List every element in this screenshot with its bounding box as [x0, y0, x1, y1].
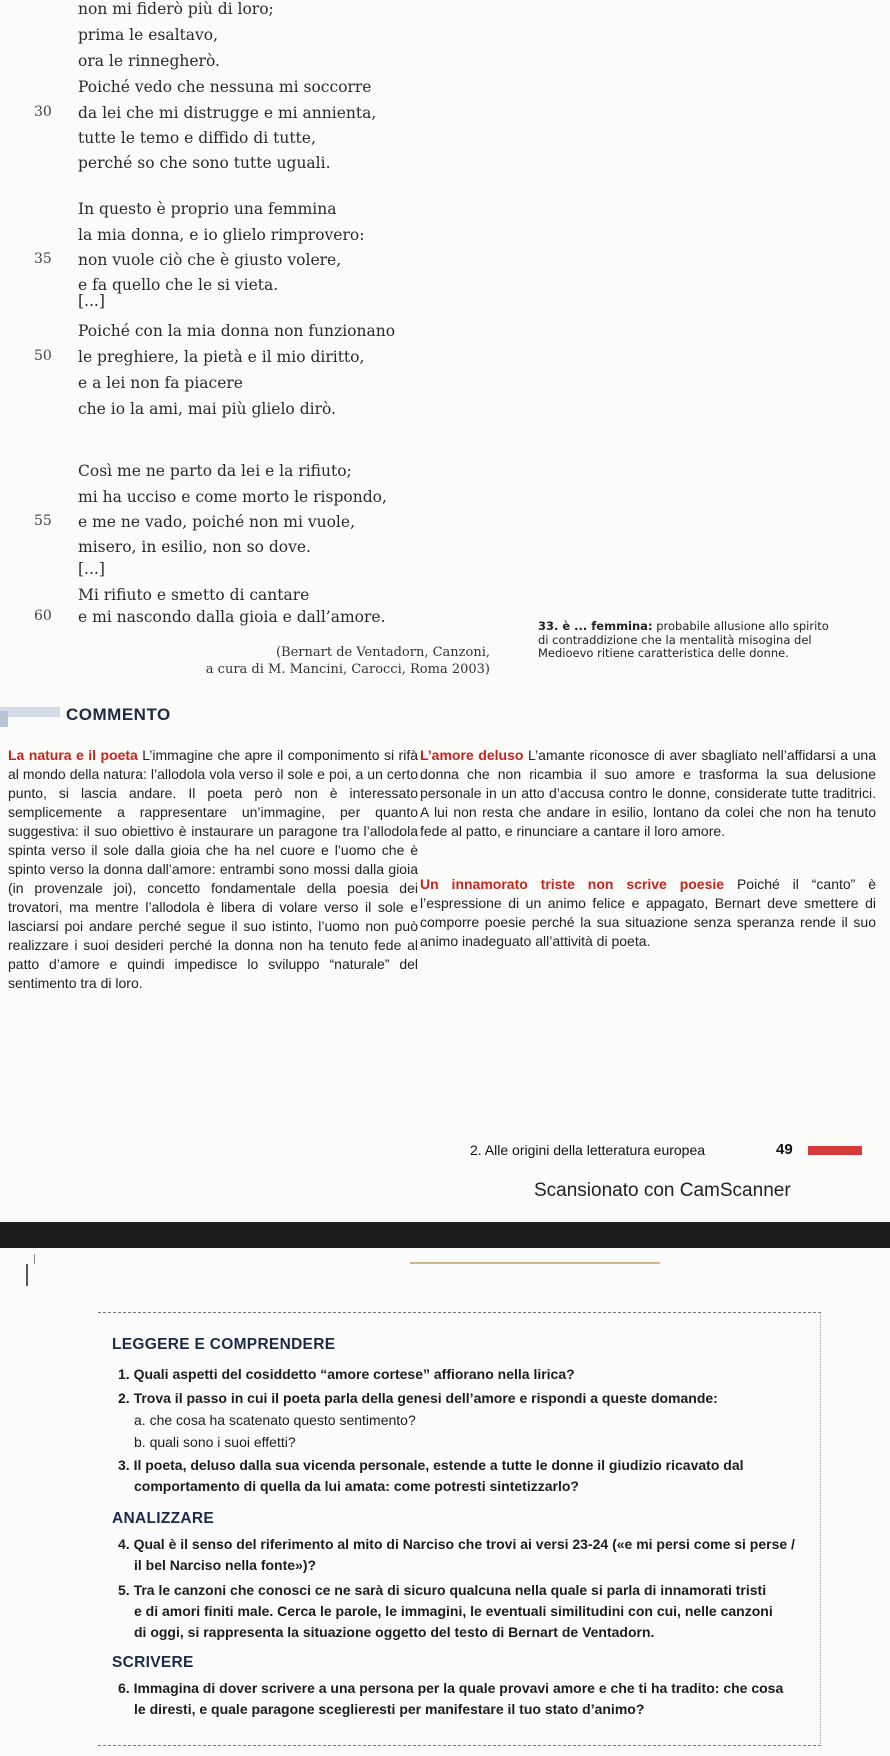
- question-cont: e di amori finiti male. Cerca le parole, le immagini, le eventuali similitudini con cui, nelle canzoni: [134, 1603, 773, 1619]
- verse-number: 30: [34, 104, 52, 120]
- commento-right-column: [420, 746, 876, 951]
- poem-line: Così me ne parto da lei e la rifiuto;: [78, 462, 352, 480]
- question: 3. Il poeta, deluso dalla sua vicenda personale, estende a tutte le donne il giudizio ricavato dal: [118, 1457, 744, 1473]
- poem-line: le preghiere, la pietà e il mio diritto,: [78, 348, 365, 366]
- sub-question: a. che cosa ha scatenato questo sentimento?: [134, 1412, 416, 1428]
- poem-line: e mi nascondo dalla gioia e dall’amore.: [78, 608, 386, 626]
- poem-line: non vuole ciò che è giusto volere,: [78, 251, 342, 269]
- poem-ellipsis: [...]: [78, 292, 105, 310]
- commento-heading: L’amore deluso: [420, 747, 524, 763]
- commento-left-column: [8, 746, 418, 993]
- citation-line: (Bernart de Ventadorn, Canzoni,: [275, 645, 490, 660]
- question: 6. Immagina di dover scrivere a una persona per la quale provavi amore e che ti ha tradito: che cosa: [118, 1680, 784, 1696]
- poem-line: In questo è proprio una femmina: [78, 200, 337, 218]
- question: 4. Qual è il senso del riferimento al mito di Narciso che trovi ai versi 23-24 («e mi persi come si perse /: [118, 1536, 795, 1552]
- commento-title: COMMENTO: [66, 705, 171, 724]
- verse-number: 55: [34, 513, 52, 529]
- section-title: SCRIVERE: [112, 1654, 194, 1671]
- commento-heading: La natura e il poeta: [8, 747, 138, 763]
- page-edge-mark: [34, 1254, 35, 1264]
- commento-decor-tab: [0, 711, 8, 727]
- commento-text: Poiché il “canto” è l’espressione di un animo felice e appagato, Bernart deve smettere di comporre poesie perché la sua situazione senza speranza rende il suo animo inadeguato all’attività di poeta.: [420, 876, 877, 949]
- poem-line: Poiché vedo che nessuna mi soccorre: [78, 78, 372, 96]
- top-rule: [410, 1262, 660, 1264]
- verse-number: 35: [34, 251, 52, 267]
- question: 5. Tra le canzoni che conosci ce ne sarà di sicuro qualcuna nella quale si parla di innamorati tristi: [118, 1582, 767, 1598]
- page-edge-mark: [26, 1264, 28, 1286]
- footnote-ref: 33. è ... femmina:: [538, 619, 653, 633]
- commento-decor-bar: [0, 707, 60, 717]
- scanner-watermark: Scansionato con CamScanner: [534, 1180, 791, 1201]
- poem-line: ora le rinnegherò.: [78, 52, 220, 70]
- sub-question: b. quali sono i suoi effetti?: [134, 1434, 296, 1450]
- poem-line: e a lei non fa piacere: [78, 374, 243, 392]
- poem-line: da lei che mi distrugge e mi annienta,: [78, 104, 377, 122]
- question-cont: di oggi, si rappresenta la situazione oggetto del testo di Bernart de Ventadorn.: [134, 1624, 655, 1640]
- exercise-page: [0, 1248, 890, 1756]
- citation-line: a cura di M. Mancini, Carocci, Roma 2003): [205, 662, 490, 677]
- question-cont: comportamento di quella da lui amata: come potresti sintetizzarlo?: [134, 1478, 579, 1494]
- poem-citation: [30, 644, 490, 678]
- poem-line: la mia donna, e io glielo rimprovero:: [78, 226, 365, 244]
- chapter-footer: 2. Alle origini della letteratura europea: [470, 1142, 706, 1158]
- poem-line: Mi rifiuto e smetto di cantare: [78, 586, 310, 604]
- verse-number: 50: [34, 348, 52, 364]
- poem-line: perché so che sono tutte uguali.: [78, 154, 331, 172]
- poem-line: tutte le temo e diffido di tutte,: [78, 129, 316, 147]
- question-cont: il bel Narciso nella fonte»)?: [134, 1557, 317, 1573]
- commento-text: L’immagine che apre il componimento si rifà al mondo della natura: l’allodola vola verso il sole e poi, a un certo punto, si lascia andare. Il poeta però non è interessato semplicemente a rappresentare un’immagine, per quanto suggestiva: il suo obiettivo è instaurare un paragone tra l’allodola spinta verso il sole dalla gioia che ha nel cuore e l’uomo che è spinto verso la donna dall’amore: entrambi sono mossi dalla gioia (in provenzale joi), concetto fondamentale della poesia dei trovatori, ma mentre l’allodola è libera di volare verso il sole e lasciarsi poi andare perché segue il suo istinto, l’uomo non può realizzare i suoi desideri perché la donna non ha tenuto fede al patto d’amore e quindi impedisce lo sviluppo “naturale” del sentimento tra di loro.: [8, 747, 418, 991]
- poem-ellipsis: [...]: [78, 560, 105, 578]
- section-title: LEGGERE E COMPRENDERE: [112, 1336, 336, 1353]
- commento-text: L’amante riconosce di aver sbagliato nell’affidarsi a una donna che non ricambia il suo amore e trasforma la sua delusione personale in un atto d’accusa contro le donne, considerate tutte traditrici. A lui non resta che andare in esilio, lontano da colei che non ha tenuto fede al patto, e rinunciare a cantare il loro amore.: [420, 747, 877, 839]
- screenshot-divider: [0, 1222, 890, 1248]
- poem-line: che io la ami, mai più glielo dirò.: [78, 400, 336, 418]
- footnote-33: [538, 620, 838, 661]
- poem-line: non mi fiderò più di loro;: [78, 0, 274, 18]
- poem-line: Poiché con la mia donna non funzionano: [78, 322, 396, 340]
- question: 1. Quali aspetti del cosiddetto “amore cortese” affiorano nella lirica?: [118, 1366, 575, 1382]
- section-title: ANALIZZARE: [112, 1510, 215, 1527]
- poem-line: misero, in esilio, non so dove.: [78, 538, 311, 556]
- question-cont: le diresti, e quale paragone sceglieresti per manifestare il tuo stato d’animo?: [134, 1701, 645, 1717]
- poem-line: prima le esaltavo,: [78, 26, 219, 44]
- poem-line: mi ha ucciso e come morto le rispondo,: [78, 488, 387, 506]
- poem-line: e me ne vado, poiché non mi vuole,: [78, 513, 355, 531]
- poem-line: e fa quello che le si vieta.: [78, 276, 279, 294]
- question: 2. Trova il passo in cui il poeta parla della genesi dell’amore e rispondi a queste domande:: [118, 1390, 718, 1406]
- page-number: 49: [776, 1141, 793, 1158]
- footnote-text: probabile allusione allo spirito di contraddizione che la mentalità misogina del Medioevo ritiene caratteristica delle donne.: [538, 619, 829, 660]
- commento-heading: Un innamorato triste non scrive poesie: [420, 876, 725, 892]
- verse-number: 60: [34, 608, 52, 624]
- footer-accent-bar: [808, 1146, 862, 1155]
